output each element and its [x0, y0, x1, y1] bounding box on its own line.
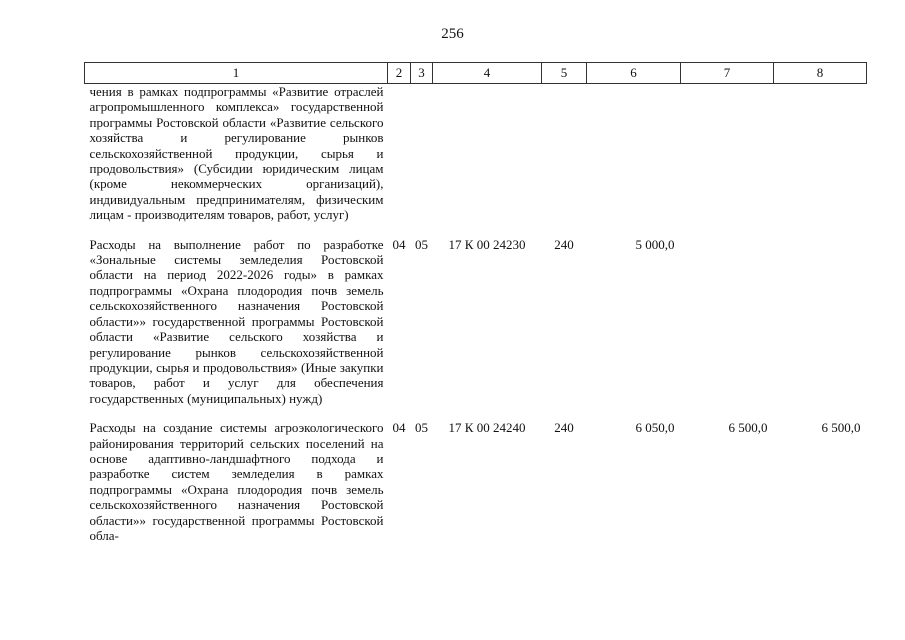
column-header-5: 5: [542, 63, 587, 84]
table-row: [85, 84, 867, 229]
row-description: Расходы на выполнение работ по разработке «Зональные системы земледелия Ростовской области на период 2022-2026 годы» в рамках подпрограммы «Охрана плодородия почв земель сельскохозяйственного назначения Ростовской области»» государственной программы Ростовской области «Развитие сельского хозяйства и регулирование рынков сельскохозяйственной продукции, сырья и продовольствия» (Иные закупки товаров, работ и услуг для обеспечения государственных (муниципальных) нужд): [89, 236, 384, 406]
header-row: [85, 63, 867, 84]
budget-table-container: [84, 62, 866, 549]
column-header-8: 8: [774, 63, 867, 84]
section-code: 04: [392, 420, 406, 436]
target-article-code: [433, 84, 542, 229]
column-header-7: 7: [681, 63, 774, 84]
amount-year-3: [774, 229, 867, 412]
expense-type-code: 240: [554, 236, 574, 252]
amount-year-1: 5 000,0: [635, 236, 675, 252]
amount-year-3: 6 500,0: [821, 420, 861, 436]
amount-year-3: [774, 84, 867, 229]
amount-year-1: 6 050,0: [635, 420, 675, 436]
target-article-code: 17 К 00 24230: [448, 236, 526, 252]
amount-year-2: [681, 229, 774, 412]
table-row: [85, 229, 867, 412]
column-header-6: 6: [587, 63, 681, 84]
column-header-2: 2: [388, 63, 411, 84]
column-header-1: 1: [85, 63, 388, 84]
section-code: 04: [392, 236, 406, 252]
column-header-4: 4: [433, 63, 542, 84]
row-description: чения в рамках подпрограммы «Развитие отраслей агропромышленного комплекса» государственной программы Ростовской области «Развитие сельского хозяйства и регулирование рынков сельскохозяйственной продукции, сырья и продовольствия» (Субсидии юридическим лицам (кроме некоммерческих организаций), индивидуальным предпринимателям, физическим лицам - производителям товаров, работ, услуг): [89, 84, 384, 223]
amount-year-1: [587, 84, 681, 229]
column-header-3: 3: [411, 63, 433, 84]
page-number: 256: [441, 26, 464, 42]
amount-year-2: 6 500,0: [728, 420, 768, 436]
row-description: Расходы на создание системы агроэкологического районирования территорий сельских поселений на основе адаптивно-ландшафтного подхода и разработке систем земледелия в рамках подпрограммы «Охрана плодородия почв земель сельскохозяйственного назначения Ростовской области»» государственной программы Ростовской обла-: [89, 420, 384, 543]
expense-type-code: [542, 84, 587, 229]
subsection-code: [411, 84, 433, 229]
target-article-code: 17 К 00 24240: [448, 420, 526, 436]
subsection-code: 05: [415, 420, 428, 436]
table-row: [85, 412, 867, 549]
budget-table: [84, 62, 867, 549]
section-code: [388, 84, 411, 229]
expense-type-code: 240: [554, 420, 574, 436]
subsection-code: 05: [415, 236, 428, 252]
amount-year-2: [681, 84, 774, 229]
